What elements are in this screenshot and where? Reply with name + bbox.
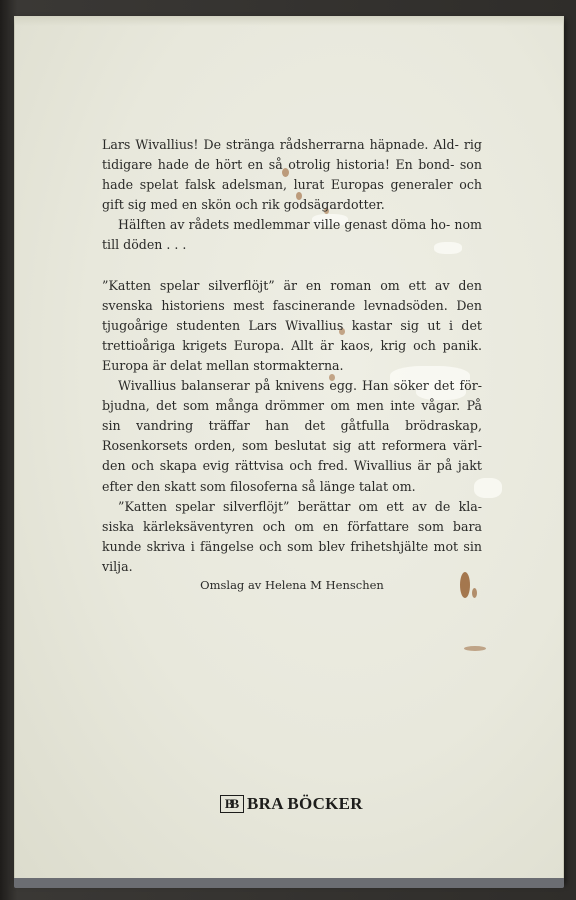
blurb-line: ”Katten spelar silverflöjt” är en roman om ett av den (102, 277, 482, 293)
blurb-paragraph-3 (102, 276, 482, 376)
publisher-logo (220, 794, 363, 814)
stain-mark (464, 646, 486, 651)
paragraph-gap (102, 256, 482, 276)
blurb-line: tjugoårige studenten Lars Wivallius kastar sig ut i det (102, 317, 482, 333)
blurb-line: den och skapa evig rättvisa och fred. Wivallius är på jakt (102, 458, 482, 474)
blurb-paragraph-2 (102, 215, 482, 255)
cover-top-wear (14, 16, 564, 26)
blurb-line: trettioåriga krigets Europa. Allt är kaos, krig och panik. (102, 337, 482, 353)
cover-bottom-edge (14, 878, 564, 888)
blurb-line: Europa är delat mellan stormakterna. (102, 357, 344, 373)
publisher-logo-mark: BB (220, 795, 244, 813)
blurb-line: Lars Wivallius! De stränga rådsherrarna häpnade. Ald- (102, 137, 459, 152)
blurb-line: På sin vandring träffar han det gåtfulla brödraskap, (102, 398, 482, 434)
blurb-line: och gift sig med en skön och rik godsägardotter. (102, 177, 482, 213)
blurb-line: ”Katten spelar silverflöjt” berättar om ett av de kla- (118, 498, 482, 514)
publisher-name: BRA BÖCKER (247, 794, 363, 813)
cover-credit: Omslag av Helena M Henschen (200, 578, 384, 592)
blurb-line: nom till döden . . . (102, 217, 482, 253)
blurb-line: siska kärleksäventyren och om en författare som bara (102, 518, 482, 534)
blurb-line: Hälften av rådets medlemmar ville genast döma ho- (118, 217, 451, 233)
blurb-line: bjudna, det som många drömmer om men inte vågar. (102, 398, 461, 414)
blurb-line: Wivallius balanserar på knivens egg. Han söker det för- (118, 378, 482, 394)
blurb-line: svenska historiens mest fascinerande levnadsöden. Den (102, 297, 482, 313)
blurb-line: rig tidigare hade de hört en så otrolig historia! En bond- (102, 137, 482, 173)
blurb-line: efter den skatt som filosoferna så länge talat om. (102, 478, 416, 494)
blurb-text (102, 135, 482, 577)
blurb-line: Rosenkorsets orden, som beslutat sig att reformera värl- (102, 438, 482, 454)
blurb-line: kunde skriva i fängelse och som blev frihetshjälte mot (102, 538, 459, 554)
blurb-paragraph-5 (102, 497, 482, 577)
blurb-line: sin vilja. (102, 538, 482, 574)
blurb-line: son hade spelat falsk adelsman, lurat Europas generaler (102, 157, 482, 193)
blurb-paragraph-1 (102, 135, 482, 215)
blurb-paragraph-4 (102, 376, 482, 497)
